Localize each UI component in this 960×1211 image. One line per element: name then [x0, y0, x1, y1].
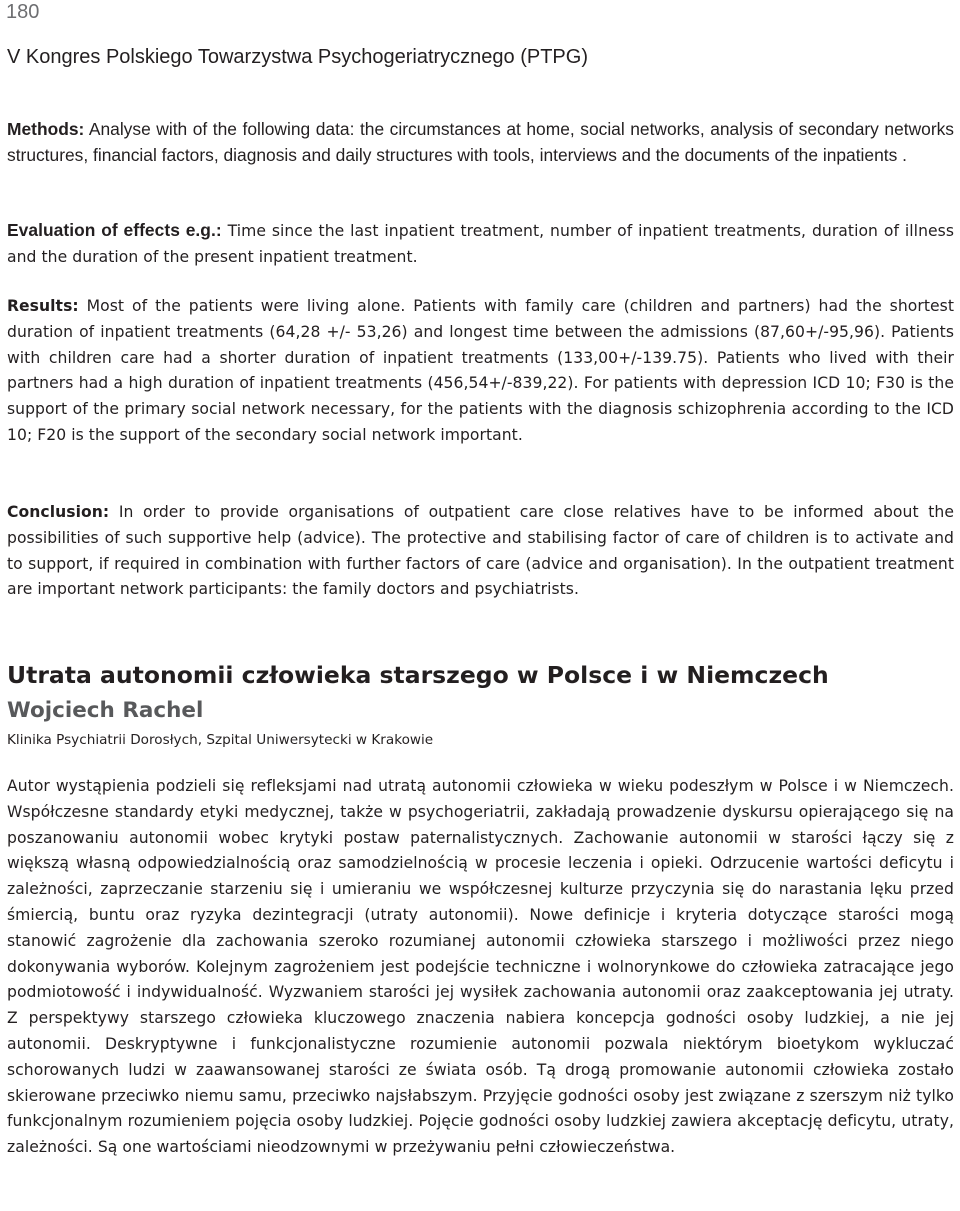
article-title: Utrata autonomii człowieka starszego w Polsce i w Niemczech	[7, 661, 829, 689]
conclusion-text: In order to provide organisations of outpatient care close relatives have to be informed about the possibilities of such supportive help (advice). The protective and stabilising factor of care of children is to activate and to support, if required in combination with further factors of care (advice and organisation). In the outpatient treatment are important network participants: the family doctors and psychiatrists.	[7, 503, 954, 599]
evaluation-label: Evaluation of effects e.g.:	[7, 220, 222, 240]
results-text: Most of the patients were living alone. Patients with family care (children and partners) had the shortest duration of inpatient treatments (64,28 +/- 53,26) and longest time between the admissions (87,60+/-95,96). Patients with children care had a shorter duration of inpatient treatments (133,00+/-139.75). Patients who lived with their partners had a high duration of inpatient treatments (456,54+/-839,22). For patients with depression ICD 10; F30 is the support of the primary social network necessary, for the patients with the diagnosis schizophrenia according to the ICD 10; F20 is the support of the secondary social network important.	[7, 297, 954, 444]
methods-paragraph	[7, 117, 954, 168]
page-number: 180	[6, 1, 40, 23]
evaluation-text: Time since the last inpatient treatment, number of inpatient treatments, duration of illness and the duration of the present inpatient treatment.	[7, 222, 954, 266]
evaluation-paragraph	[7, 218, 954, 271]
article-author: Wojciech Rachel	[7, 698, 204, 723]
article-affiliation: Klinika Psychiatrii Dorosłych, Szpital Uniwersytecki w Krakowie	[7, 732, 434, 748]
methods-label: Methods:	[7, 119, 85, 139]
methods-text: Analyse with of the following data: the circumstances at home, social networks, analysis of secondary networks structures, financial factors, diagnosis and daily structures with tools, interviews and the documents of the inpatients .	[7, 119, 954, 165]
conference-header: V Kongres Polskiego Towarzystwa Psychogeriatrycznego (PTPG)	[7, 46, 588, 68]
results-label: Results:	[7, 297, 79, 315]
conclusion-label: Conclusion:	[7, 503, 110, 521]
conclusion-paragraph	[7, 500, 954, 603]
results-paragraph	[7, 294, 954, 449]
article-body: Autor wystąpienia podzieli się refleksjami nad utratą autonomii człowieka w wieku podeszłym w Polsce i w Niemczech. Współczesne standardy etyki medycznej, także w psychogeriatrii, zakładają prowadzenie dyskursu opierającego się na poszanowaniu autonomii wobec krytyki postaw paternalistycznych. Zachowanie autonomii w starości łączy się z większą własną odpowiedzialnością oraz samodzielnością w procesie leczenia i opieki. Odrzucenie wartości deficytu i zależności, zaprzeczanie starzeniu się i umieraniu we współczesnej kulturze przyczynia się do narastania lęku przed śmiercią, buntu oraz ryzyka dezintegracji (utraty autonomii). Nowe definicje i kryteria dotyczące starości mogą stanowić zagrożenie dla zachowania szeroko rozumianej autonomii człowieka starszego i możliwości przez niego dokonywania wyborów. Kolejnym zagrożeniem jest podejście techniczne i wolnorynkowe do człowieka zatracające jego podmiotowość i indywidualność. Wyzwaniem starości jej wysiłek zachowania autonomii oraz zaakceptowania jej utraty. Z perspektywy starszego człowieka kluczowego znaczenia nabiera koncepcja godności osoby ludzkiej, a nie jej autonomii. Deskryptywne i funkcjonalistyczne rozumienie autonomii pozwala niektórym bioetykom wykluczać schorowanych ludzi w zaawansowanej starości ze świata osób. Tą drogą promowanie autonomii człowieka zostało skierowane przeciwko niemu samu, przeciwko najsłabszym. Przyjęcie godności osoby jest związane z szerszym niż tylko funkcjonalnym rozumieniem pojęcia osoby ludzkiej. Pojęcie godności osoby ludzkiej zawiera akceptację deficytu, utraty, zależności. Są one wartościami nieodzownymi w przeżywaniu pełni człowieczeństwa.	[7, 777, 954, 1157]
